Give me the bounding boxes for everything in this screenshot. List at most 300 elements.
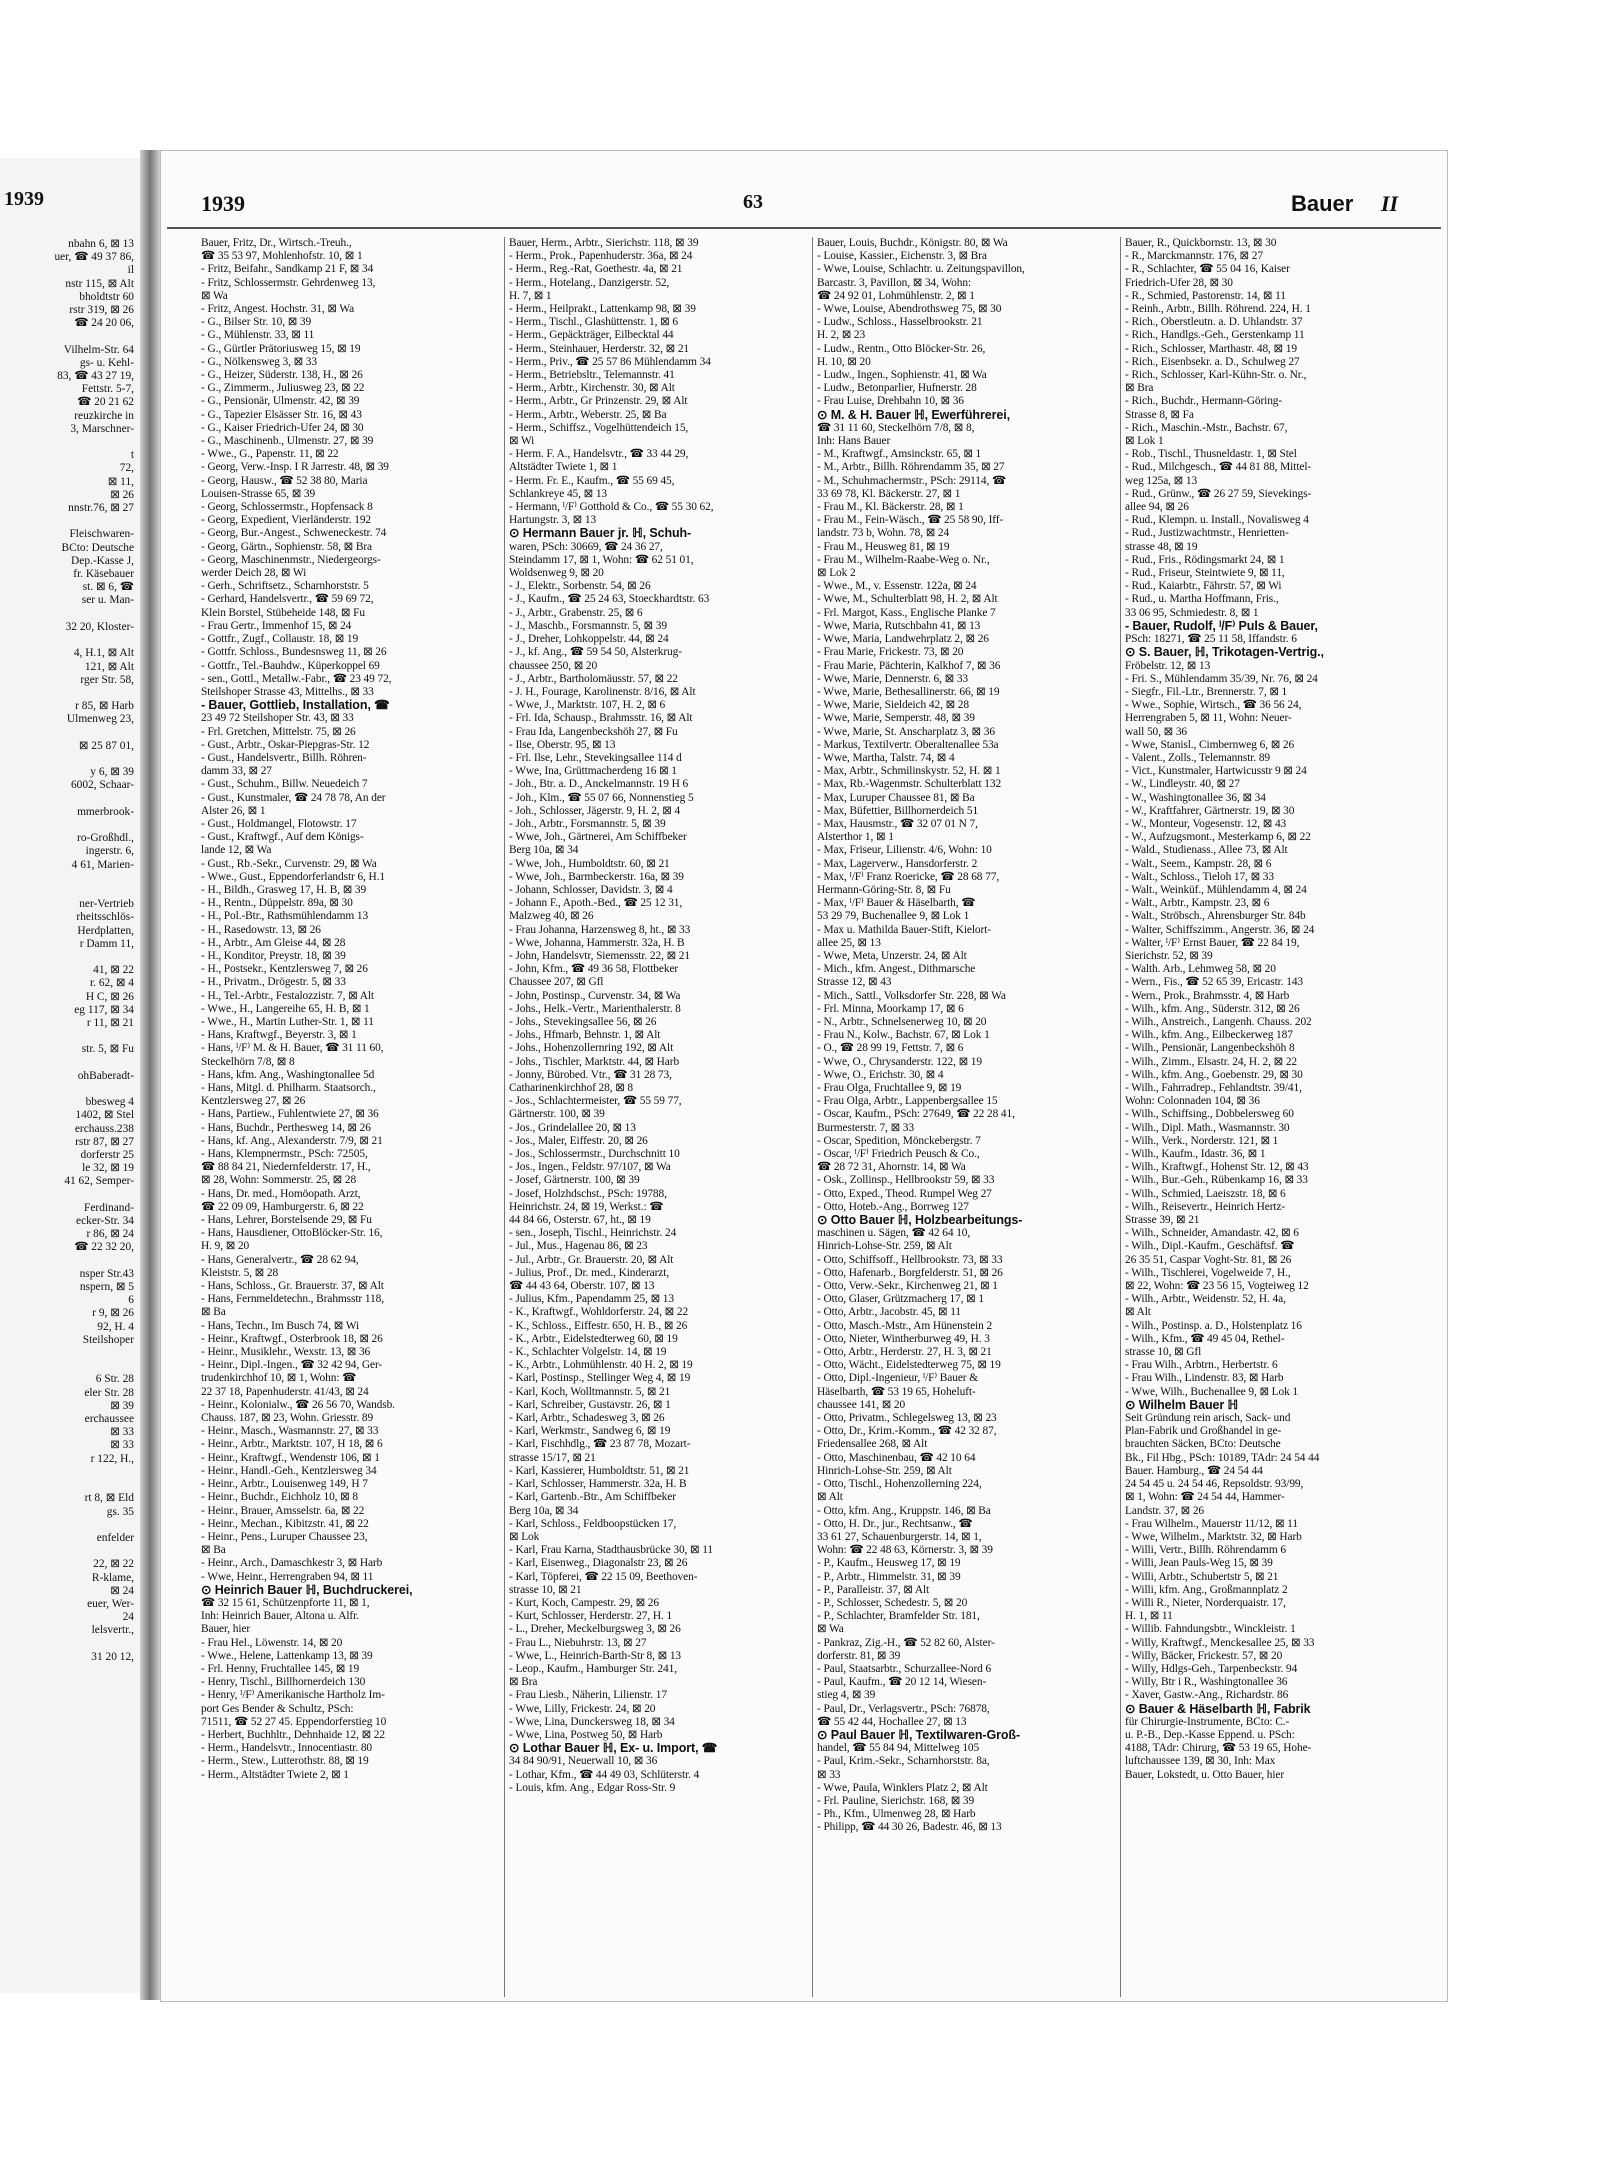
entry-line: - Wwe, Marie, Sieldeich 42, ⊠ 28 <box>817 699 969 712</box>
entry-line: - G., Tapezier Elsässer Str. 16, ⊠ 43 <box>201 408 362 421</box>
page-year: 1939 <box>201 191 245 216</box>
entry-line: - Wilh., Verk., Norderstr. 121, ⊠ 1 <box>1125 1134 1279 1147</box>
left-page-line: Fettstr. 5-7, <box>81 383 134 396</box>
entry-line: - Herm., Altstädter Twiete 2, ⊠ 1 <box>201 1768 349 1781</box>
left-page-line: r 11, ⊠ 21 <box>86 1016 134 1029</box>
entry-line: ☎ 28 72 31, Ahornstr. 14, ⊠ Wa <box>817 1161 966 1174</box>
entry-line: - Rich., Schlosser, Karl-Kühn-Str. o. Nr., <box>1125 369 1307 382</box>
entry-line: - Herm., Priv., ☎ 25 57 86 Mühlendamm 34 <box>509 355 711 368</box>
entry-line: - P., Schlachter, Bramfelder Str. 181, <box>817 1610 980 1623</box>
entry-line: Bauer, Fritz, Dr., Wirtsch.-Treuh., <box>201 237 352 249</box>
entry-line: - Wwe, Louise, Schlachtr. u. Zeitungspavillon, <box>817 263 1025 276</box>
entry-line: - Heinr., Arbtr., Louisenweg 149, H 7 <box>201 1478 368 1491</box>
entry-line: - Willi, Vertr., Billh. Röhrendamm 6 <box>1125 1544 1286 1557</box>
left-page-line: ro-Großhdl., <box>77 832 134 845</box>
left-page-line: str. 5, ⊠ Fu <box>81 1043 134 1056</box>
entry-line: - Gust., Kunstmaler, ☎ 24 78 78, An der <box>201 791 386 804</box>
entry-line: ⊠ Alt <box>1125 1306 1151 1319</box>
left-page-line: ner-Vertrieb <box>79 898 134 911</box>
entry-line: - Frl. Ida, Schausp., Brahmsstr. 16, ⊠ Alt <box>509 712 693 725</box>
entry-line: - Wilh., Postinsp. a. D., Holstenplatz 16 <box>1125 1319 1302 1332</box>
entry-line: - Jul., Arbtr., Gr. Brauerstr. 20, ⊠ Alt <box>509 1253 674 1266</box>
entry-line: - J., Elektr., Sorbenstr. 54, ⊠ 26 <box>509 580 651 593</box>
left-page-line <box>0 634 140 647</box>
entry-line: - Rich., Handlgs.-Geh., Gerstenkamp 11 <box>1125 329 1305 342</box>
entry-line: - Wwe, Johanna, Hammerstr. 32a, H. B <box>509 936 685 949</box>
entry-line: - Gust., Arbtr., Oskar-Piepgras-Str. 12 <box>201 738 370 751</box>
entry-line: - Louis, kfm. Ang., Edgar Ross-Str. 9 <box>509 1781 676 1794</box>
column-mark: II <box>1381 191 1399 216</box>
entry-line: - Gottfr., Zugf., Collaustr. 18, ⊠ 19 <box>201 633 359 646</box>
entry-line: - Johann F., Apoth.-Bed., ☎ 25 12 31, <box>509 897 683 910</box>
entry-line: - Heinr., Musiklehr., Wexstr. 13, ⊠ 36 <box>201 1346 371 1359</box>
entry-line: - Joh., Klm., ☎ 55 07 66, Nonnenstieg 5 <box>509 791 694 804</box>
entry-line: - sen., Joseph, Tischl., Heinrichstr. 24 <box>509 1227 677 1240</box>
entry-line: - Fritz, Angest. Hochstr. 31, ⊠ Wa <box>201 303 355 316</box>
entry-line: - Johs., Hfmarb, Behnstr. 1, ⊠ Alt <box>509 1029 661 1042</box>
entry-line: - Frau Hel., Löwenstr. 14, ⊠ 20 <box>201 1636 343 1649</box>
entry-line: - Walter, ᴵ/F⁾ Ernst Bauer, ☎ 22 84 19, <box>1125 936 1300 949</box>
entry-line: wall 50, ⊠ 36 <box>1125 725 1188 738</box>
entry-line: - J., Dreher, Lohkoppelstr. 44, ⊠ 24 <box>509 633 669 646</box>
entry-line: - Rud., u. Martha Hoffmann, Fris., <box>1125 593 1279 606</box>
entry-line: - M., Schuhmachermstr., PSch: 29114, ☎ <box>817 474 1007 487</box>
left-page-line <box>0 1466 140 1479</box>
entry-line: - K., Arbtr., Lohmühlenstr. 40 H. 2, ⊠ 19 <box>509 1359 693 1372</box>
entry-line: - Wwe., H., Langereihe 65, H. B, ⊠ 1 <box>201 1002 370 1015</box>
entry-line: - Wwe, Joh., Humboldtstr. 60, ⊠ 21 <box>509 857 670 870</box>
left-page-line: ⊠ 25 87 01, <box>78 739 134 752</box>
entry-line: - K., Schloss., Eiffestr. 650, H. B., ⊠ 26 <box>509 1319 688 1332</box>
left-page-line: rstr 319, ⊠ 26 <box>69 304 134 317</box>
entry-line: ⊙ M. & H. Bauer ℍ, Ewerführerei, <box>817 408 1010 422</box>
entry-line: - Wwe, Louise, Abendrothsweg 75, ⊠ 30 <box>817 303 1002 316</box>
column-divider <box>1120 237 1121 1997</box>
entry-line: - Paul, Kaufm., ☎ 20 12 14, Wiesen- <box>817 1676 987 1689</box>
entry-line: - Willib. Fahndungsbtr., Winckleistr. 1 <box>1125 1623 1296 1636</box>
entry-line: - Hermann, ᴵ/F⁾ Gotthold & Co., ☎ 55 30 62, <box>509 501 714 514</box>
entry-line: - Otto, Tischl., Hohenzollerning 224, <box>817 1478 982 1491</box>
entry-line: - Otto, Dr., Krim.-Komm., ☎ 42 32 87, <box>817 1425 997 1438</box>
directory-page <box>160 150 1448 2002</box>
left-page-line <box>0 1638 140 1651</box>
left-page-line: rger Str. 58, <box>80 673 134 686</box>
entry-line: 33 06 95, Schmiedestr. 8, ⊠ 1 <box>1125 606 1259 619</box>
entry-line: Schlankreye 45, ⊠ 13 <box>509 487 608 500</box>
left-page-line <box>0 436 140 449</box>
left-page-line: nstr 115, ⊠ Alt <box>65 277 134 290</box>
entry-line: - Otto, Masch.-Mstr., Am Hünenstein 2 <box>817 1319 993 1332</box>
entry-line: Bk., Fil Hbg., PSch: 10189, TAdr: 24 54 44 <box>1125 1451 1320 1464</box>
left-page-line <box>0 1189 140 1202</box>
entry-line: strasse 10, ⊠ 21 <box>509 1583 582 1596</box>
entry-line: Wohn: Colonnaden 104, ⊠ 36 <box>1125 1095 1260 1108</box>
entry-line: Inh: Hans Bauer <box>817 435 891 448</box>
left-page-line: 32 20, Kloster- <box>65 620 134 633</box>
entry-line: - H., Arbtr., Am Gleise 44, ⊠ 28 <box>201 936 346 949</box>
entry-line: - Frl. Pauline, Sierichstr. 168, ⊠ 39 <box>817 1794 975 1807</box>
entry-line: - Herm., Prok., Papenhuderstr. 36a, ⊠ 24 <box>509 250 693 263</box>
entry-line: - Wwe, Lina, Postweg 50, ⊠ Harb <box>509 1728 663 1741</box>
entry-line: - G., Bilser Str. 10, ⊠ 39 <box>201 316 312 329</box>
entry-line: - Herm., Tischl., Glashüttenstr. 1, ⊠ 6 <box>509 316 678 329</box>
entry-line: ☎ 35 53 97, Mohlenhofstr. 10, ⊠ 1 <box>201 250 363 263</box>
entry-line: - M., Kraftwgf., Amsinckstr. 65, ⊠ 1 <box>817 448 982 461</box>
entry-line: - Herm., Arbtr., Gr Prinzenstr. 29, ⊠ Alt <box>509 395 688 408</box>
entry-line: Gärtnerstr. 100, ⊠ 39 <box>509 1108 605 1121</box>
entry-line: - Gust., Kraftwgf., Auf dem Königs- <box>201 831 364 844</box>
left-page-line: rheitsschlös- <box>76 911 134 924</box>
entry-line: - Herm., Arbtr., Kirchenstr. 30, ⊠ Alt <box>509 382 675 395</box>
left-page-line: Dep.-Kasse J, <box>71 554 134 567</box>
entry-line: - G., Nölkensweg 3, ⊠ 33 <box>201 355 317 368</box>
entry-line: - Frau Liesb., Näherin, Lilienstr. 17 <box>509 1689 667 1702</box>
entry-line: - Herm., Betriebsltr., Telemannstr. 41 <box>509 369 675 382</box>
entry-line: ⊠ Wi <box>509 435 535 448</box>
entry-line: - Herm., Gepäckträger, Eilbecktal 44 <box>509 329 674 342</box>
entry-line: PSch: 18271, ☎ 25 11 58, Iffandstr. 6 <box>1125 633 1297 646</box>
column-1 <box>201 237 499 1782</box>
entry-line: - Jos., Schlossermstr., Durchschnitt 10 <box>509 1148 680 1161</box>
entry-line: port Ges Bender & Schultz, PSch: <box>201 1702 354 1715</box>
entry-line: - Wwe, Heinr., Herrengraben 94, ⊠ 11 <box>201 1570 374 1583</box>
entry-line: - Wwe, Lina, Dunckersweg 18, ⊠ 34 <box>509 1715 675 1728</box>
entry-line: - Wilh., Anstreich., Langenh. Chauss. 202 <box>1125 1015 1312 1028</box>
entry-line: Hinrich-Lohse-Str. 259, ⊠ Alt <box>817 1464 952 1477</box>
entry-line: - Rud., Justizwachtmstr., Henrietten- <box>1125 527 1289 540</box>
left-page-line: ☎ 24 20 06, <box>74 317 134 330</box>
entry-line: - Otto, Schiffsoff., Hellbrookstr. 73, ⊠ 33 <box>817 1253 1003 1266</box>
left-page-line: 83, ☎ 43 27 19, <box>57 370 134 383</box>
entry-line: - John, Kfm., ☎ 49 36 58, Flottbeker <box>509 963 679 976</box>
entry-line: Friedensallee 268, ⊠ Alt <box>817 1438 928 1451</box>
entry-line: ⊙ Hermann Bauer jr. ℍ, Schuh- <box>509 527 692 541</box>
entry-line: ☎ 24 92 01, Lohmühlenstr. 2, ⊠ 1 <box>817 289 975 302</box>
left-page-line <box>0 793 140 806</box>
entry-line: - Hans, Kraftwgf., Beyerstr. 3, ⊠ 1 <box>201 1029 357 1042</box>
entry-line: waren, PSch: 30669, ☎ 24 36 27, <box>509 540 663 553</box>
entry-line: - Frau L., Niebuhrstr. 13, ⊠ 27 <box>509 1636 647 1649</box>
entry-line: - P., Arbtr., Himmelstr. 31, ⊠ 39 <box>817 1570 961 1583</box>
entry-line: - L., Dreher, Meckelburgsweg 3, ⊠ 26 <box>509 1623 681 1636</box>
left-page-line: r 9, ⊠ 26 <box>92 1307 134 1320</box>
entry-line: - J., kf. Ang., ☎ 59 54 50, Alsterkrug- <box>509 646 682 659</box>
left-page-line: 41 62, Semper- <box>64 1175 134 1188</box>
entry-line: - Frau M., Wilhelm-Raabe-Weg o. Nr., <box>817 553 990 566</box>
entry-line: luftchaussee 139, ⊠ 30, Inh: Max <box>1125 1755 1276 1768</box>
entry-line: - Frl. Minna, Moorkamp 17, ⊠ 6 <box>817 1002 964 1015</box>
entry-line: Friedrich-Ufer 28, ⊠ 30 <box>1125 276 1233 289</box>
entry-line: Hartungstr. 3, ⊠ 13 <box>509 514 597 527</box>
entry-line: ⊠ Wa <box>201 289 228 302</box>
entry-line: ⊠ Alt <box>817 1491 843 1504</box>
entry-line: - Paul, Krim.-Sekr., Scharnhorststr. 8a, <box>817 1755 990 1768</box>
entry-line: - Herm., Stew., Lutterothstr. 88, ⊠ 19 <box>201 1755 369 1768</box>
left-page-line: ⊠ 39 <box>110 1399 134 1412</box>
left-page-line: ☎ 22 32 20, <box>74 1241 134 1254</box>
entry-line: - Georg, Expedient, Vierländerstr. 192 <box>201 514 372 527</box>
entry-line: - Hans, kf. Ang., Alexanderstr. 7/9, ⊠ 21 <box>201 1134 383 1147</box>
entry-line: - Otto, Glaser, Grützmacherg 17, ⊠ 1 <box>817 1293 984 1306</box>
entry-line: - Karl, Kassierer, Humboldtstr. 51, ⊠ 21 <box>509 1464 690 1477</box>
entry-line: - Ludw., Betonparlier, Hufnerstr. 28 <box>817 382 977 395</box>
entry-line: - Oscar, Kaufm., PSch: 27649, ☎ 22 28 41, <box>817 1108 1015 1121</box>
entry-line: - Heinr., Arch., Damaschkestr 3, ⊠ Harb <box>201 1557 383 1570</box>
header-rule <box>167 227 1441 229</box>
entry-line: - Heinr., Kraftwgf., Osterbrook 18, ⊠ 26 <box>201 1332 383 1345</box>
entry-line: - Herm., Schiffsz., Vogelhüttendeich 15, <box>509 421 689 434</box>
entry-line: - Kurt, Koch, Campestr. 29, ⊠ 26 <box>509 1596 659 1609</box>
entry-line: landstr. 73 b, Wohn. 78, ⊠ 24 <box>817 527 950 540</box>
entry-line: damm 33, ⊠ 27 <box>201 765 272 778</box>
entry-line: - Hans, Generalvertr., ☎ 28 62 94, <box>201 1253 359 1266</box>
left-page-line: 6002, Schaar- <box>70 779 134 792</box>
left-page-line: 72, <box>119 462 134 475</box>
entry-line: - Fritz, Beifahr., Sandkamp 21 F, ⊠ 34 <box>201 263 374 276</box>
entry-line: werder Deich 28, ⊠ Wi <box>201 567 307 580</box>
entry-line: 26 35 51, Caspar Voght-Str. 81, ⊠ 26 <box>1125 1253 1292 1266</box>
running-head: Bauer <box>1291 191 1354 216</box>
left-page-line: gs. 35 <box>106 1505 134 1518</box>
left-page-line: le 32, ⊠ 19 <box>82 1162 134 1175</box>
entry-line: - Herm., Heilprakt., Lattenkamp 98, ⊠ 39 <box>509 303 696 316</box>
entry-line: Strasse 8, ⊠ Fa <box>1125 408 1194 421</box>
entry-line: - Karl, Koch, Wolltmannstr. 5, ⊠ 21 <box>509 1385 671 1398</box>
entry-line: - Herm., Reg.-Rat, Goethestr. 4a, ⊠ 21 <box>509 263 683 276</box>
left-page-line <box>0 687 140 700</box>
entry-line: - Wilh., Schmied, Laeiszstr. 18, ⊠ 6 <box>1125 1187 1286 1200</box>
entry-line: ⊙ Heinrich Bauer ℍ, Buchdruckerei, <box>201 1583 413 1597</box>
entry-line: - Wwe, M., Schulterblatt 98, H. 2, ⊠ Alt <box>817 593 998 606</box>
entry-line: - Johs., Stevekingsallee 56, ⊠ 26 <box>509 1015 657 1028</box>
entry-line: - Louise, Kassier., Eichenstr. 3, ⊠ Bra <box>817 250 987 263</box>
entry-line: - Wwe, O., Chrysanderstr. 122, ⊠ 19 <box>817 1055 982 1068</box>
entry-line: 23 49 72 Steilshoper Str. 43, ⊠ 33 <box>201 712 354 725</box>
entry-line: - G., Gürtler Prätoriusweg 15, ⊠ 19 <box>201 342 361 355</box>
entry-line: - Hans, Mitgl. d. Philharm. Staatsorch., <box>201 1082 376 1094</box>
left-page-line <box>0 1347 140 1360</box>
entry-line: ⊙ Paul Bauer ℍ, Textilwaren-Groß- <box>817 1728 1021 1742</box>
entry-line: - Wwe, Maria, Landwehrplatz 2, ⊠ 26 <box>817 633 989 646</box>
entry-line: Berg 10a, ⊠ 34 <box>509 1504 579 1517</box>
entry-line: ⊠ Bra <box>509 1676 538 1689</box>
entry-line: Kleiststr. 5, ⊠ 28 <box>201 1266 279 1279</box>
entry-line: 4188, TAdr: Chirurg, ☎ 53 19 65, Hohe- <box>1125 1742 1312 1755</box>
entry-line: - Max, Friseur, Lilienstr. 4/6, Wohn: 10 <box>817 844 992 857</box>
left-page-fragment <box>0 158 141 1993</box>
entry-line: - Joh., Btr. a. D., Anckelmannstr. 19 H 6 <box>509 778 689 791</box>
entry-line: - Wilh., Schneider, Amandastr. 42, ⊠ 6 <box>1125 1227 1299 1240</box>
entry-line: Heinrichstr. 24, ⊠ 19, Werkst.: ☎ <box>509 1200 664 1213</box>
left-page-line: lelsvertr., <box>91 1624 134 1637</box>
entry-line: - Hans, Techn., Im Busch 74, ⊠ Wi <box>201 1319 360 1332</box>
entry-line: - Frau Wilhelm., Mauerstr 11/12, ⊠ 11 <box>1125 1517 1298 1530</box>
entry-line: - Gust., Rb.-Sekr., Curvenstr. 29, ⊠ Wa <box>201 857 377 870</box>
entry-line: ⊠ Ba <box>201 1306 226 1319</box>
entry-line: - J., Maschb., Forsmannstr. 5, ⊠ 39 <box>509 619 667 632</box>
entry-line: - Siegfr., Fil.-Ltr., Brennerstr. 7, ⊠ 1 <box>1125 685 1288 698</box>
entry-line: - Heinr., Pens., Luruper Chaussee 23, <box>201 1530 368 1543</box>
entry-line: 33 69 78, Kl. Bäckerstr. 27, ⊠ 1 <box>817 487 961 500</box>
column-2 <box>509 237 807 1795</box>
left-page-line: reuzkirche in <box>74 409 134 422</box>
left-page-line: ohBaberadt- <box>77 1069 134 1082</box>
entry-line: ☎ 88 84 21, Niedernfelderstr. 17, H., <box>201 1161 371 1174</box>
entry-line: - Willi, Jean Pauls-Weg 15, ⊠ 39 <box>1125 1557 1273 1570</box>
entry-line: - Herm., Hotelang., Danzigerstr. 52, <box>509 276 670 289</box>
entry-line: - Ph., Kfm., Ulmenweg 28, ⊠ Harb <box>817 1808 976 1821</box>
left-page-line: uer, ☎ 49 37 86, <box>54 251 134 264</box>
entry-line: strasse 10, ⊠ Gfl <box>1125 1346 1202 1359</box>
entry-line: - Wilh., kfm. Ang., Goebenstr. 29, ⊠ 30 <box>1125 1068 1303 1081</box>
entry-line: - Johs., Tischler, Marktstr. 44, ⊠ Harb <box>509 1055 680 1068</box>
entry-line: - Frau Wilh., Arbtrn., Herbertstr. 6 <box>1125 1359 1278 1372</box>
left-page-line: Ulmenweg 23, <box>66 713 134 726</box>
entry-line: - Hans, Lehrer, Borstelsende 29, ⊠ Fu <box>201 1214 372 1227</box>
left-page-line <box>0 1360 140 1373</box>
entry-line: - Wwe, Martha, Talstr. 74, ⊠ 4 <box>817 751 955 764</box>
left-page-line: ser u. Man- <box>81 594 134 607</box>
entry-line: - Wilh., kfm. Ang., Süderstr. 312, ⊠ 26 <box>1125 1002 1300 1015</box>
entry-line: - Wwe, Marie, Semperstr. 48, ⊠ 39 <box>817 712 975 725</box>
entry-line: - H., Privatm., Drögestr. 5, ⊠ 33 <box>201 976 346 989</box>
entry-line: - Karl, Schlosser, Hammerstr. 32a, H. B <box>509 1478 687 1491</box>
entry-line: - Walt., Schloss., Tieloh 17, ⊠ 33 <box>1125 870 1274 883</box>
entry-line: - Lothar, Kfm., ☎ 44 49 03, Schlüterstr. 4 <box>509 1768 700 1781</box>
left-page-line: R-klame, <box>91 1571 134 1584</box>
left-page-line <box>0 1255 140 1268</box>
entry-line: - Walter, Schiffszimm., Angerstr. 36, ⊠ 24 <box>1125 923 1315 936</box>
entry-line: strasse 15/17, ⊠ 21 <box>509 1451 596 1464</box>
entry-line: - N., Arbtr., Schnelsenerweg 10, ⊠ 20 <box>817 1015 987 1028</box>
entry-line: - Georg, Verw.-Insp. I R Jarrestr. 48, ⊠ 39 <box>201 461 389 474</box>
entry-line: - Otto, H. Dr., jur., Rechtsanw., ☎ <box>817 1517 973 1530</box>
entry-line: - Willi, Arbtr., Schubertstr 5, ⊠ 21 <box>1125 1570 1279 1583</box>
entry-line: - H., Bildh., Grasweg 17, H. B, ⊠ 39 <box>201 883 367 896</box>
entry-line: - Xaver, Gastw.-Ang., Richardstr. 86 <box>1125 1689 1289 1702</box>
entry-line: - Hans, Schloss., Gr. Brauerstr. 37, ⊠ Alt <box>201 1280 384 1293</box>
entry-line: - Jos., Ingen., Feldstr. 97/107, ⊠ Wa <box>509 1161 671 1174</box>
entry-line: Klein Borstel, Stübeheide 148, ⊠ Fu <box>201 606 365 619</box>
entry-line: Sierichstr. 52, ⊠ 39 <box>1125 949 1213 962</box>
entry-line: - Frau Ida, Langenbeckshöh 27, ⊠ Fu <box>509 725 678 738</box>
entry-line: Landstr. 37, ⊠ 26 <box>1125 1504 1205 1517</box>
entry-line: maschinen u. Sägen, ☎ 42 64 10, <box>817 1227 971 1240</box>
entry-line: - Johs., Hohenzollernring 192, ⊠ Alt <box>509 1042 674 1055</box>
entry-line: - Wilh., Zimm., Elsastr. 24, H. 2, ⊠ 22 <box>1125 1055 1298 1068</box>
left-page-line: ecker-Str. 34 <box>76 1215 134 1228</box>
entry-line: - Heinr., Buchdr., Eichholz 10, ⊠ 8 <box>201 1491 358 1504</box>
entry-line: Seit Gründung rein arisch, Sack- und <box>1125 1412 1291 1425</box>
entry-line: - Rud., Fris., Rödingsmarkt 24, ⊠ 1 <box>1125 553 1285 566</box>
entry-line: weg 125a, ⊠ 13 <box>1125 474 1198 487</box>
entry-line: - Wwe, Wilh., Buchenallee 9, ⊠ Lok 1 <box>1125 1385 1299 1398</box>
entry-line: Altstädter Twiete 1, ⊠ 1 <box>509 461 618 474</box>
left-page-line: ⊠ 26 <box>110 488 134 501</box>
entry-line: - Otto, Arbtr., Herderstr. 27, H. 3, ⊠ 21 <box>817 1346 992 1359</box>
entry-line: - Henry, Tischl., Billhornerdeich 130 <box>201 1676 366 1689</box>
entry-line: - Georg, Bur.-Angest., Schweneckestr. 74 <box>201 527 387 540</box>
entry-line: u. P.-B., Dep.-Kasse Eppend. u. PSch: <box>1125 1728 1295 1741</box>
left-page-line: il <box>127 264 134 277</box>
entry-line: H. 2, ⊠ 23 <box>817 329 866 342</box>
left-page-line: r Damm 11, <box>79 937 134 950</box>
left-page-line: ⊠ 33 <box>110 1426 134 1439</box>
entry-line: - Osk., Zollinsp., Hellbrookstr 59, ⊠ 33 <box>817 1174 995 1187</box>
entry-line: - Wwe, Marie, Bethesallinerstr. 66, ⊠ 19 <box>817 685 1000 698</box>
left-page-line: Fleischwaren- <box>69 528 134 541</box>
entry-line: ☎ 32 15 61, Schützenpforte 11, ⊠ 1, <box>201 1596 370 1609</box>
entry-line: - H., Rasedowstr. 13, ⊠ 26 <box>201 923 321 936</box>
left-page-line <box>0 1030 140 1043</box>
entry-line: - Max, Lagerverw., Hansdorferstr. 2 <box>817 857 978 870</box>
entry-line: - Karl, Fischhdlg., ☎ 23 87 78, Mozart- <box>509 1438 691 1451</box>
entry-line: - Hans, Hausdiener, OttoBlöcker-Str. 16, <box>201 1227 383 1240</box>
entry-line: - Johann, Schlosser, Davidstr. 3, ⊠ 4 <box>509 883 673 896</box>
entry-line: Chauss. 187, ⊠ 23, Wohn. Griesstr. 89 <box>201 1412 374 1425</box>
entry-line: Inh: Heinrich Bauer, Altona u. Alfr. <box>201 1610 359 1623</box>
entry-line: - Wwe, O., Erichstr. 30, ⊠ 4 <box>817 1068 944 1081</box>
entry-line: - Wilh., Dipl.-Kaufm., Geschäftsf. ☎ <box>1125 1240 1295 1253</box>
entry-line: - M., Arbtr., Billh. Röhrendamm 35, ⊠ 27 <box>817 461 1005 474</box>
entry-line: - Herm., Handelsvtr., Innocentiastr. 80 <box>201 1742 373 1755</box>
entry-line: ⊠ Lok 1 <box>1125 435 1164 448</box>
column-divider <box>504 237 505 1997</box>
entry-line: - Frau M., Fein-Wäsch., ☎ 25 58 90, Iff- <box>817 514 1004 527</box>
left-page-line <box>0 872 140 885</box>
entry-line: ⊙ Bauer & Häselbarth ℍ, Fabrik <box>1125 1702 1311 1716</box>
entry-line: - W., Washingtonallee 36, ⊠ 34 <box>1125 791 1266 804</box>
entry-line: - Valent., Zolls., Telemannstr. 89 <box>1125 751 1271 764</box>
entry-line: - Otto, Privatm., Schlegelsweg 13, ⊠ 23 <box>817 1412 997 1425</box>
entry-line: - P., Schlosser, Schedestr. 5, ⊠ 20 <box>817 1596 968 1609</box>
entry-line: - Wilh., Reisevertr., Heinrich Hertz- <box>1125 1200 1286 1213</box>
left-page-line <box>0 727 140 740</box>
entry-line: Barcastr. 3, Pavillon, ⊠ 34, Wohn: <box>817 276 972 289</box>
entry-line: Berg 10a, ⊠ 34 <box>509 844 579 857</box>
entry-line: 33 61 27, Schauenburgerstr. 14, ⊠ 1, <box>817 1530 982 1543</box>
entry-line: - Oscar, Spedition, Mönckebergstr. 7 <box>817 1134 981 1147</box>
entry-line: - G., Kaiser Friedrich-Ufer 24, ⊠ 30 <box>201 421 364 434</box>
entry-line: - K., Kraftwgf., Wohldorferstr. 24, ⊠ 22 <box>509 1306 689 1319</box>
left-page-line: 4 61, Marien- <box>71 858 134 871</box>
left-page-line: 6 <box>128 1294 134 1307</box>
entry-line: - Gust., Holdmangel, Flotowstr. 17 <box>201 817 357 830</box>
entry-line: - Wilh., Kaufm., Idastr. 36, ⊠ 1 <box>1125 1148 1266 1161</box>
entry-line: - W., Lindleystr. 40, ⊠ 27 <box>1125 778 1240 791</box>
entry-line: - Oscar, ᴵ/F⁾ Friedrich Peusch & Co., <box>817 1148 980 1161</box>
left-page-year: 1939 <box>4 188 44 210</box>
entry-line: - Bauer, Rudolf, ᴵ/F⁾ Puls & Bauer, <box>1125 619 1318 633</box>
left-page-line <box>0 1479 140 1492</box>
entry-line: ☎ 31 11 60, Steckelhörn 7/8, ⊠ 8, <box>817 421 975 434</box>
left-page-lines <box>0 238 140 1664</box>
entry-line: Plan-Fabrik und Großhandel in ge- <box>1125 1425 1282 1438</box>
entry-line: ☎ 44 43 64, Oberstr. 107, ⊠ 13 <box>509 1280 655 1293</box>
entry-line: - Heinr., Dipl.-Ingen., ☎ 32 42 94, Ger- <box>201 1359 383 1372</box>
entry-line: - Otto, Hafenarb., Borgfelderstr. 51, ⊠ 26 <box>817 1266 1003 1279</box>
entry-line: - G., Heizer, Süderstr. 138, H., ⊠ 26 <box>201 369 363 382</box>
entry-line: - H., Pol.-Btr., Rathsmühlendamm 13 <box>201 910 369 923</box>
entry-line: Alsterthor 1, ⊠ 1 <box>817 831 894 844</box>
entry-line: - Hans, Partiew., Fuhlentwiete 27, ⊠ 36 <box>201 1108 379 1121</box>
entry-line: - Rich., Maschin.-Mstr., Bachstr. 67, <box>1125 421 1288 434</box>
entry-line: strasse 48, ⊠ 19 <box>1125 540 1198 553</box>
left-page-line: mmerbrook- <box>77 805 134 818</box>
entry-line: - Otto, Arbtr., Jacobstr. 45, ⊠ 11 <box>817 1306 961 1319</box>
left-page-line: bbesweg 4 <box>85 1096 134 1109</box>
entry-line: ⊙ S. Bauer, ℍ, Trikotagen-Vertrig., <box>1125 646 1324 660</box>
